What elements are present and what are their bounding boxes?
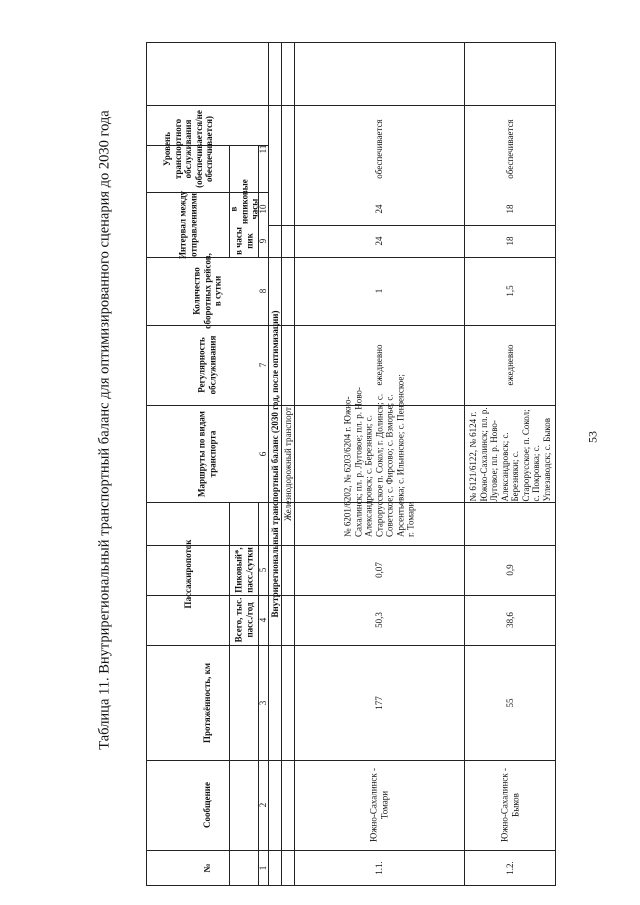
header-passenger-flow: Пассажиропоток (182, 539, 193, 608)
col-number: 11 (257, 144, 268, 153)
row-interval-offpeak: 18 (504, 204, 515, 213)
table-caption: Таблица 11. Внутрирегиональный транспортный баланс для оптимизированного сценария до 2030 года (96, 110, 113, 750)
row-peak: 0,07 (373, 562, 384, 578)
row-trips: 1,5 (504, 285, 515, 297)
row-interval-offpeak: 24 (373, 204, 384, 213)
row-num: 1.2. (504, 860, 515, 875)
row-routes: № 6121/6122, № 6124 г. Южно-Сахалинск; пл. р. Луговое; пл. р. Ново-Александровск; с. Березняки; с. Старорусское; п. Сокол; с. Покровка; с. Углезаводск; с. Быков (467, 406, 551, 501)
row-trips: 1 (373, 288, 384, 294)
col-number: 3 (257, 700, 268, 705)
row-regularity: ежедневно (504, 344, 515, 386)
col-number: 2 (257, 802, 268, 808)
row-message: Южно-Сахалинск - Томари (368, 767, 389, 843)
row-length: 55 (504, 698, 515, 707)
header-level: Уровень транспортного обслуживания (обеспечивается/не обеспечивается) (161, 109, 214, 188)
page-number: 53 (585, 431, 600, 443)
header-interval-peak: в часы пик (233, 227, 254, 255)
row-total: 50,3 (373, 612, 384, 628)
row-level: обеспечивается (504, 118, 515, 179)
row-interval-peak: 18 (504, 236, 515, 246)
header-message: Сообщение (201, 782, 212, 828)
super-header: Внутрирегиональный транспортный баланс (2030 год, после оптимизации) (269, 310, 280, 618)
col-number: 9 (257, 238, 268, 244)
transport-balance-table (146, 42, 556, 886)
section-railway: Железнодорожный транспорт (282, 407, 293, 521)
row-peak: 0,9 (504, 564, 515, 576)
row-regularity: ежедневно (373, 344, 384, 386)
col-number: 4 (257, 617, 268, 623)
header-interval-offpeak: в непиковые часы (227, 178, 259, 224)
col-number: 5 (257, 567, 268, 573)
col-number: 7 (257, 362, 268, 368)
row-level: обеспечивается (373, 118, 384, 179)
header-routes: Маршруты по видам транспорта (196, 410, 217, 497)
header-interval: Интервал между отправлениями (177, 190, 198, 259)
header-trips: Количество оборотных рейсов, в сутки (191, 253, 223, 329)
header-peak: Пиковый*, пасс./сутки (233, 547, 254, 593)
row-routes: № 6201/6202, № 6203/6204 г. Южно-Сахалинск; пл. р. Луговое; пл. р. Ново-Александровск; с. Березняки; с. Старорусское п. Сокол; г. Долинск; с. Советское; с. Фирсово; с. Взморье; с. Арсентьевка; с. Ильинское; с. Пензенское; г. Томари (342, 373, 416, 537)
header-num: № (201, 862, 212, 873)
table-row (464, 850, 555, 885)
col-number: 6 (257, 451, 268, 456)
header-total: Всего, тыс. пасс./год (233, 597, 254, 643)
col-number: 8 (257, 288, 268, 294)
row-total: 38,6 (504, 612, 515, 628)
header-regularity: Регулярность обслуживания (196, 335, 217, 395)
table-row (294, 850, 464, 885)
header-length: Протяжённость, км (201, 662, 212, 743)
col-number: 10 (257, 204, 268, 213)
row-interval-peak: 24 (373, 236, 384, 246)
row-length: 177 (373, 695, 384, 710)
row-num: 1.1. (373, 860, 384, 875)
row-message: Южно-Сахалинск - Быков (499, 767, 520, 843)
col-number: 1 (257, 865, 268, 870)
